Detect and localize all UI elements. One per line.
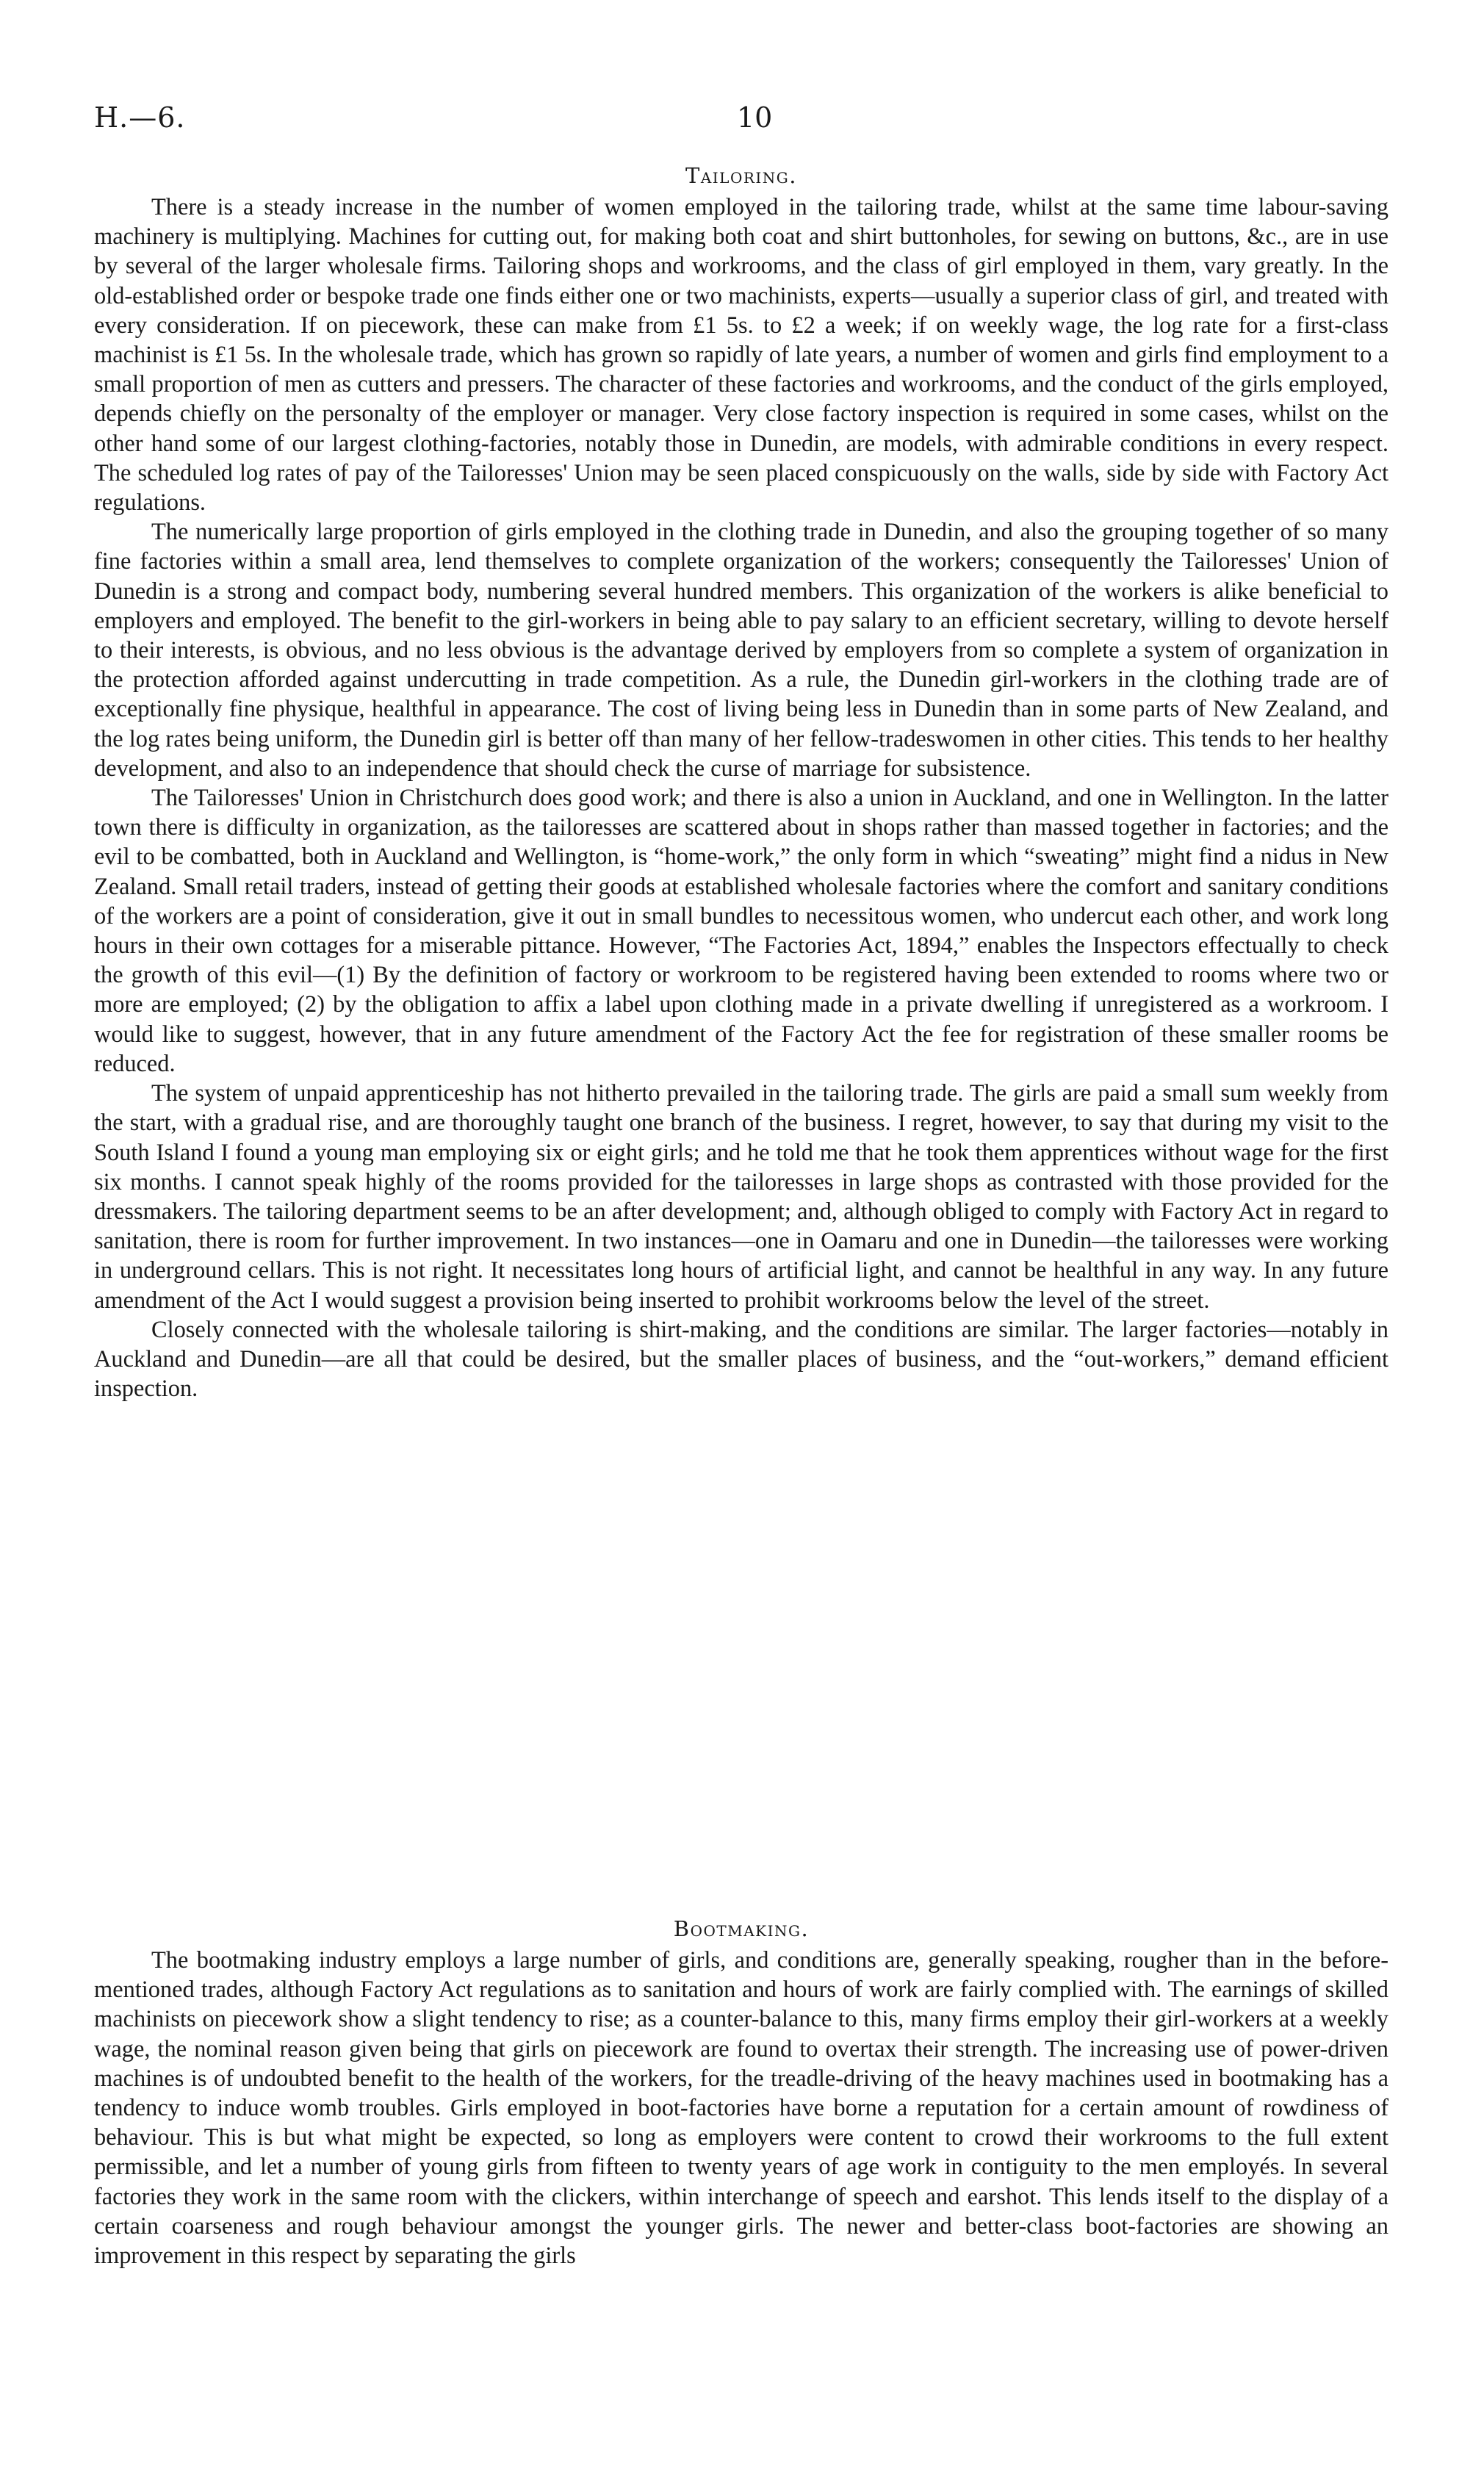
page-header	[94, 101, 1387, 145]
paragraph: The Tailoresses' Union in Christchurch does good work; and there is also a union in Auckland, and one in Wellington. In the latter town there is difficulty in organization, as the tailoresses are scattered about in shops rather than massed together in factories; and the evil to be combatted, both in Auckland and Wellington, is “home-work,” the only form in which “sweating” might find a nidus in New Zealand. Small retail traders, instead of getting their goods at established wholesale factories where the comfort and sanitary conditions of the workers are a point of consideration, give it out in small bundles to necessitous women, who undercut each other, and work long hours in their own cottages for a miserable pittance. However, “The Factories Act, 1894,” enables the Inspectors effectually to check the growth of this evil—(1) By the definition of factory or workroom to be registered having been extended to rooms where two or more are employed; (2) by the obligation to affix a label upon clothing made in a private dwelling if unregistered as a workroom. I would like to suggest, however, that in any future amendment of the Factory Act the fee for registration of these smaller rooms be reduced.	[94, 785, 1388, 1077]
section-heading-tailoring: Tailoring.	[685, 163, 798, 188]
paragraph: There is a steady increase in the number of women employed in the tailoring trade, whilst at the same time labour-saving machinery is multiplying. Machines for cutting out, for making both coat and shirt buttonholes, for sewing on buttons, &c., are in use by several of the larger wholesale firms. Tailoring shops and workrooms, and the class of girl employed in them, vary greatly. In the old-established order or bespoke trade one finds either one or two machinists, experts—usually a superior class of girl, and treated with every consideration. If on piecework, these can make from £1 5s. to £2 a week; if on weekly wage, the log rate for a first-class machinist is £1 5s. In the wholesale trade, which has grown so rapidly of late years, a number of women and girls find employment to a small proportion of men as cutters and pressers. The character of these factories and workrooms, and the conduct of the girls employed, depends chiefly on the personalty of the employer or manager. Very close factory inspection is required in some cases, whilst on the other hand some of our largest clothing-factories, notably those in Dunedin, are models, with admirable conditions in every respect. The scheduled log rates of pay of the Tailoresses' Union may be seen placed conspicuously on the walls, side by side with Factory Act regulations.	[94, 194, 1388, 517]
section-bootmaking	[94, 1916, 1388, 2270]
section-heading-bootmaking: Bootmaking.	[673, 1916, 810, 1941]
document-reference: H.—6.	[94, 101, 186, 134]
paragraph: The numerically large proportion of girls employed in the clothing trade in Dunedin, and also the grouping together of so many fine factories within a small area, lend themselves to complete organization of the workers; consequently the Tailoresses' Union of Dunedin is a strong and compact body, numbering several hundred members. This organization of the workers is alike beneficial to employers and employed. The benefit to the girl-workers in being able to pay salary to an efficient secretary, willing to devote herself to their interests, is obvious, and no less obvious is the advantage derived by employers from so complete a system of organization in the protection afforded against undercutting in trade competition. As a rule, the Dunedin girl-workers in the clothing trade are of exceptionally fine physique, healthful in appearance. The cost of living being less in Dunedin than in some parts of New Zealand, and the log rates being uniform, the Dunedin girl is better off than many of her fellow-tradeswomen in other cities. This tends to her healthy development, and also to an independence that should check the curse of marriage for subsistence.	[94, 519, 1388, 782]
page-number: 10	[737, 101, 773, 134]
paragraph: The bootmaking industry employs a large number of girls, and conditions are, generally speaking, rougher than in the before-mentioned trades, although Factory Act regulations as to sanitation and hours of work are fairly complied with. The earnings of skilled machinists on piecework show a slight tendency to rise; as a counter-balance to this, many firms employ their girl-workers at a weekly wage, the nominal reason given being that girls on piecework are found to overtax their strength. The increasing use of power-driven machines is of undoubted benefit to the health of the workers, for the treadle-driving of the heavy machines used in bootmaking has a tendency to induce womb troubles. Girls employed in boot-factories have borne a reputation for a certain amount of rowdiness of behaviour. This is but what might be expected, so long as employers were content to crowd their workrooms to the full extent permissible, and let a number of young girls from fifteen to twenty years of age work in contiguity to the men employés. In several factories they work in the same room with the clickers, within interchange of speech and earshot. This lends itself to the display of a certain coarseness and rough behaviour amongst the younger girls. The newer and better-class boot-factories are showing an improvement in this respect by separating the girls	[94, 1947, 1388, 2270]
paragraph: The system of unpaid apprenticeship has not hitherto prevailed in the tailoring trade. The girls are paid a small sum weekly from the start, with a gradual rise, and are thoroughly taught one branch of the business. I regret, however, to say that during my visit to the South Island I found a young man employing six or eight girls; and he told me that he took them apprentices without wage for the first six months. I cannot speak highly of the rooms provided for the tailoresses in large shops as contrasted with those provided for the dressmakers. The tailoring department seems to be an after development; and, although obliged to comply with Factory Act in regard to sanitation, there is room for further improvement. In two instances—one in Oamaru and one in Dunedin—the tailoresses were working in underground cellars. This is not right. It necessitates long hours of artificial light, and cannot be healthful in any way. In any future amendment of the Act I would suggest a provision being inserted to prohibit workrooms below the level of the street.	[94, 1080, 1388, 1314]
paragraph: Closely connected with the wholesale tailoring is shirt-making, and the conditions are similar. The larger factories—notably in Auckland and Dunedin—are all that could be desired, but the smaller places of business, and the “out-workers,” demand efficient inspection.	[94, 1316, 1388, 1403]
section-tailoring	[94, 163, 1388, 1403]
